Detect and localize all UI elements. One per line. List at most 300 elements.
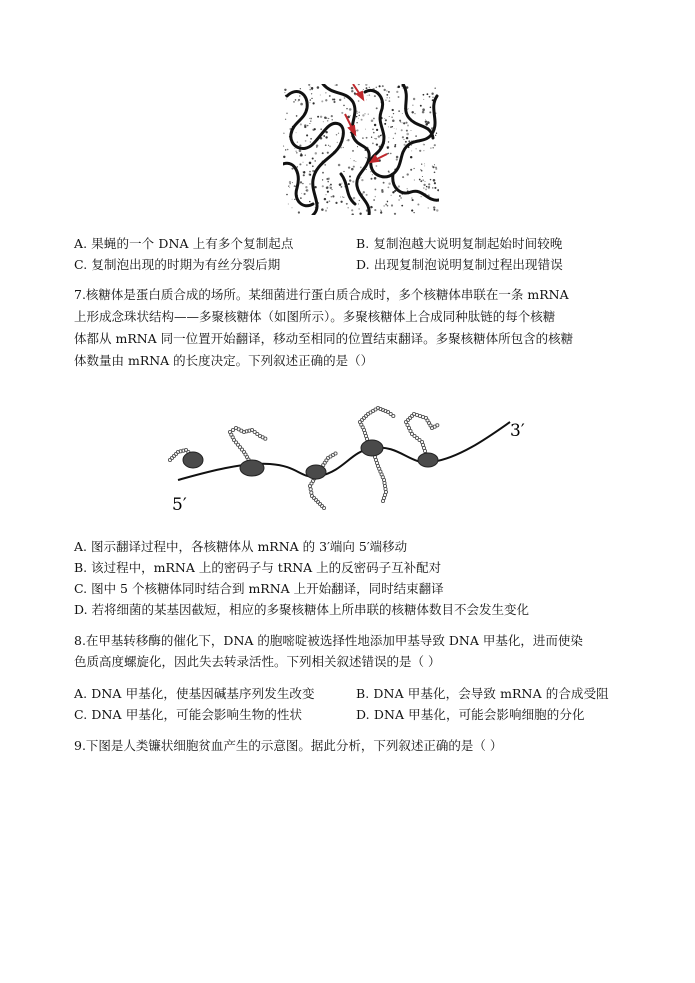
speckle [326,201,328,203]
ribosome-2 [240,460,264,476]
speckle [309,118,310,119]
speckle [428,183,430,185]
speckle [330,184,332,186]
speckle [288,204,289,205]
speckle [422,176,423,177]
speckle [426,93,428,95]
ribosome-3 [306,465,326,479]
speckle [411,145,412,146]
speckle [303,174,305,176]
speckle [429,186,430,187]
speckle [296,152,298,154]
speckle [349,108,352,111]
speckle [402,176,404,178]
peptide-bead [231,428,234,431]
speckle [407,125,409,127]
speckle [414,113,415,114]
q7-option-d: D. 若将细菌的某基因截短，相应的多聚核糖体上所串联的核糖体数目不会发生变化 [74,602,530,617]
speckle [331,115,333,117]
speckle [301,193,302,194]
speckle [344,97,346,99]
speckle [368,114,369,115]
speckle [327,207,328,208]
speckle [372,207,373,208]
peptide-chains [168,406,439,509]
speckle [341,186,343,188]
speckle [372,143,374,145]
speckle [388,100,390,102]
five-prime-label: 5′ [172,495,187,515]
speckle [297,166,299,168]
speckle [380,209,381,210]
speckle [339,99,341,101]
speckle [434,182,436,184]
speckle [326,186,328,188]
speckle [413,168,414,169]
speckle [297,141,298,142]
speckle [296,132,297,133]
speckle [403,122,405,124]
speckle [435,167,437,169]
q6-option-c: C. 复制泡出现的时期为有丝分裂后期 [74,257,281,272]
speckle [366,99,367,100]
speckle [302,172,303,173]
speckle [285,149,286,150]
speckle [343,171,344,172]
speckle [321,208,324,211]
speckle [305,186,307,188]
q8-option-d: D. DNA 甲基化，可能会影响细胞的分化 [356,707,585,722]
speckle [432,97,433,98]
speckle [333,98,335,100]
speckle [314,128,316,130]
speckle [372,129,374,131]
speckle [309,102,310,103]
speckle [347,207,349,209]
speckle [335,202,337,204]
speckle [390,126,392,128]
speckle [394,145,396,147]
speckle [286,98,287,99]
polyribosome-figure [160,400,540,520]
speckle [389,116,390,117]
speckle [386,94,388,96]
speckle [374,95,376,97]
speckle [408,108,409,109]
speckle [310,120,311,121]
speckle [317,116,319,118]
speckle [434,144,436,146]
speckle [421,164,422,165]
speckle [382,85,384,87]
speckle [370,171,371,172]
speckle [405,141,407,143]
speckle [401,205,403,207]
speckle [332,195,334,197]
speckle [433,206,435,208]
speckle [333,101,335,103]
speckle [374,138,375,139]
speckle [419,150,421,152]
speckle [322,152,324,154]
speckle [306,189,309,192]
speckle [366,194,368,196]
speckle [374,177,377,180]
replication-bubble-figure [283,84,439,215]
speckle [378,135,380,137]
speckle [398,199,400,201]
speckle [373,199,375,201]
speckle [311,87,313,89]
speckle [373,118,375,120]
speckle [411,198,412,199]
speckle [356,116,357,117]
speckle [286,194,288,196]
speckle [366,158,367,159]
speckle [417,204,419,206]
speckle [359,208,360,209]
q8-option-a: A. DNA 甲基化，使基因碱基序列发生改变 [74,686,315,701]
speckle [324,198,326,200]
speckle [366,87,368,89]
speckle [388,141,389,142]
speckle [329,146,331,148]
speckle [385,203,387,205]
speckle [299,95,300,96]
speckle [410,169,412,171]
speckle [284,89,286,91]
speckle [387,146,390,149]
speckle [420,105,422,107]
speckle [358,204,359,205]
speckle [385,119,387,121]
speckle [293,101,294,102]
speckle [312,157,314,159]
speckle [325,99,327,101]
speckle [376,143,378,145]
speckle [396,129,397,130]
speckle [285,119,286,120]
speckle [321,100,323,102]
speckle [362,114,364,116]
speckle [383,182,385,184]
q7-option-a: A. 图示翻译过程中，各核糖体从 mRNA 的 3′端向 5′端移动 [74,539,408,554]
speckle [356,122,357,123]
speckle [306,134,308,136]
speckle [415,148,416,149]
speckle [410,156,412,158]
speckle [299,163,301,165]
speckle [355,130,356,131]
q8-option-c: C. DNA 甲基化，可能会影响生物的性状 [74,707,303,722]
speckle [314,160,315,161]
speckle [325,136,327,138]
speckle [381,134,382,135]
speckle [325,92,326,93]
ribosomes [183,440,438,479]
speckle [300,181,302,183]
speckle [423,150,424,151]
q6-option-a: A. 果蝇的一个 DNA 上有多个复制起点 [74,236,294,251]
speckle [386,90,387,91]
speckle [310,99,312,101]
speckle [371,137,372,138]
speckle [367,95,368,96]
speckle [432,187,434,189]
speckle [396,91,398,93]
speckle [349,179,351,181]
speckle [429,96,431,98]
speckle [365,157,366,158]
ribosome-4 [361,440,383,456]
speckle [423,94,425,96]
speckle [320,95,321,96]
speckle [305,140,307,142]
speckle [432,166,434,168]
speckle [420,180,422,182]
speckle [304,193,306,195]
speckle [394,213,396,215]
speckle [299,145,301,147]
speckle [337,142,338,143]
speckle [291,168,293,170]
speckle [304,171,305,172]
peptide-bead [168,458,171,461]
speckle [384,118,385,119]
speckle [353,166,355,168]
speckle [324,164,326,166]
speckle [288,186,289,187]
speckle [322,185,324,187]
speckle [298,99,300,101]
speckle [292,182,293,183]
speckle [305,155,306,156]
speckle [431,93,433,95]
speckle [387,186,389,188]
speckle [327,152,329,154]
speckle [323,135,325,137]
speckle [413,212,414,213]
speckle [338,133,339,134]
speckle [374,209,376,211]
speckle [310,141,311,142]
speckle [289,181,291,183]
speckle [283,133,285,135]
speckle [398,185,400,187]
speckle [404,144,406,146]
speckle [425,188,427,190]
speckle [423,99,424,100]
q7-stem-line-2: 上形成念珠状结构——多聚核糖体（如图所示）。多聚核糖体上合成同种肽链的每个核糖 [74,309,556,324]
q7-stem-line-4: 体数量由 mRNA 的长度决定。下列叙述正确的是（） [74,353,374,368]
speckle [343,147,344,148]
speckle [326,118,327,119]
speckle [296,151,297,152]
speckle [341,112,343,114]
speckle [292,207,293,208]
speckle [326,194,327,195]
speckle [398,96,400,98]
speckle [359,212,361,214]
speckle [433,209,435,211]
speckle [389,97,390,98]
speckle [425,181,426,182]
speckle [421,196,422,197]
speckle [430,147,431,148]
speckle [423,187,425,189]
peptide-bead [381,499,384,502]
speckle [436,209,438,211]
mrna-strand [178,422,510,480]
speckle [320,128,322,130]
speckle [434,164,435,165]
q8-stem-line-2: 色质高度螺旋化，因此失去转录活性。下列相关叙述错误的是（ ） [74,654,441,669]
peptide-bead [309,488,312,491]
speckle [421,170,423,172]
speckle [388,91,390,93]
speckle [331,189,332,190]
speckle [287,149,289,151]
speckle [294,148,295,149]
speckle [331,196,332,197]
speckle [307,125,308,126]
speckle [339,183,342,186]
speckle [330,187,332,189]
speckle [311,98,312,99]
speckle [351,209,353,211]
speckle [432,166,433,167]
speckle [374,124,376,126]
three-prime-label: 3′ [510,421,525,441]
speckle [346,203,348,205]
speckle [284,92,285,93]
speckle [402,136,404,138]
speckle [300,197,302,199]
speckle [320,116,322,118]
speckle [356,129,358,131]
speckle [423,184,425,186]
speckle [376,129,378,131]
speckle [400,121,401,122]
speckle [425,120,427,122]
speckle [381,189,383,191]
speckle [353,197,356,200]
speckle [369,94,371,96]
speckle [366,137,368,139]
speckle [430,179,431,180]
speckle [375,196,376,197]
speckle [325,144,327,146]
speckle [424,163,425,164]
speckle [348,183,350,185]
speckle [303,162,304,163]
speckle [412,105,413,106]
q8-stem-line-1: 8.在甲基转移酶的催化下，DNA 的胞嘧啶被选择性地添加甲基导致 DNA 甲基化，进而使染 [74,633,583,648]
speckle [396,159,398,161]
speckle [349,176,351,178]
speckle [405,122,407,124]
speckle [432,147,434,149]
speckle [322,179,323,180]
speckle [391,204,393,206]
speckle [398,110,399,111]
q6-option-d: D. 出现复制泡说明复制过程出现错误 [356,257,563,272]
speckle [411,130,412,131]
speckle [357,113,358,114]
speckle [433,179,436,182]
speckle [388,170,390,172]
speckle [359,200,360,201]
speckle [427,121,430,124]
speckle [336,84,338,86]
speckle [396,156,399,159]
speckle [397,87,398,88]
speckle [309,123,310,124]
speckle [394,128,395,129]
speckle [369,87,370,88]
speckle [376,107,378,109]
speckle [380,211,382,213]
speckle [317,86,320,89]
speckle [414,180,415,181]
speckle [309,183,310,184]
speckle [371,119,374,122]
speckle [392,120,395,123]
speckle [323,121,324,122]
ribosome-5 [418,453,438,467]
speckle [329,185,330,186]
speckle [343,197,344,198]
speckle [407,173,409,175]
speckle [362,137,364,139]
speckle [340,201,342,203]
peptide-bead [322,506,325,509]
speckle [353,160,354,161]
speckle [325,210,327,212]
speckle [399,195,401,197]
speckle [393,138,394,139]
speckle [352,150,354,152]
speckle [374,188,376,190]
speckle [336,134,337,135]
speckle [351,168,354,171]
speckle [399,120,401,122]
speckle [340,197,341,198]
speckle [309,89,311,91]
speckle [394,133,396,135]
speckle [309,174,311,176]
speckle [300,88,301,89]
speckle [306,164,308,166]
speckle [412,199,414,201]
speckle [419,179,421,181]
speckle [400,197,401,198]
speckle [408,140,410,142]
speckle [335,85,336,86]
speckle [329,95,331,97]
speckle [434,187,436,189]
speckle [350,158,351,159]
speckle [376,165,378,167]
speckle [406,133,409,136]
speckle [310,138,312,140]
speckle [327,181,329,183]
speckle [388,153,390,155]
q6-option-b: B. 复制泡越大说明复制起始时间较晚 [356,236,563,251]
speckle [426,186,427,187]
speckle [384,205,385,206]
peptide-bead [310,491,313,494]
